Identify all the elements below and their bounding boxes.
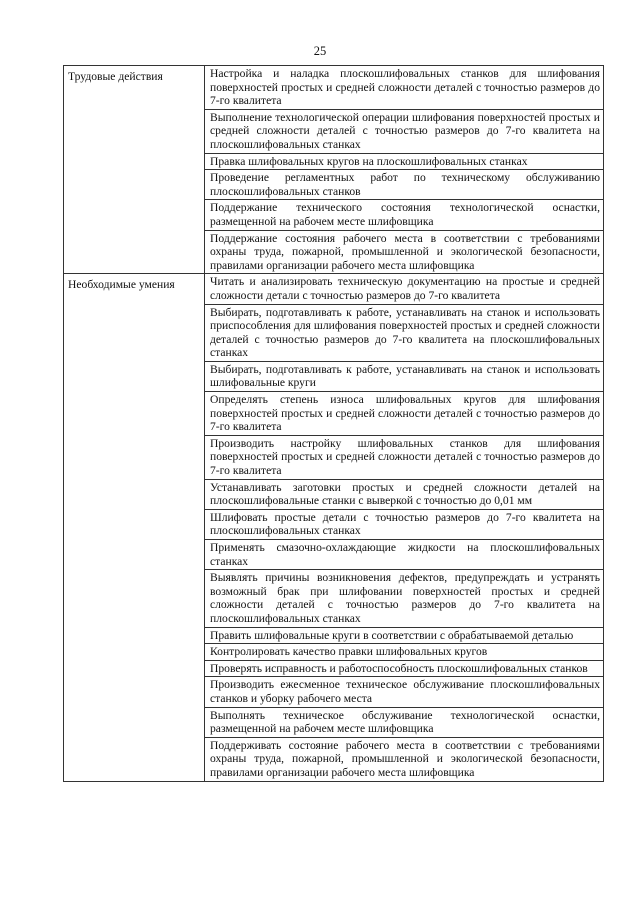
list-item: Устанавливать заготовки простых и средней сложности деталей на плоскошлифовальные станки с выверкой с точностью до 0,01 мм <box>205 480 603 510</box>
section-label: Трудовые действия <box>64 66 205 274</box>
section-row-labor-actions <box>64 66 604 274</box>
section-row-required-skills <box>64 274 604 781</box>
list-item: Правка шлифовальных кругов на плоскошлифовальных станках <box>205 154 603 171</box>
competency-table <box>63 65 604 782</box>
list-item: Выбирать, подготавливать к работе, устанавливать на станок и использовать приспособления для шлифования поверхностей простых и средней сложности деталей с точностью размеров до 7-го квалитета на плоскошлифовальных станках <box>205 305 603 362</box>
section-items-required-skills <box>205 274 604 781</box>
list-item: Производить ежесменное техническое обслуживание плоскошлифовальных станков и уборку рабочего места <box>205 677 603 707</box>
list-item: Контролировать качество правки шлифовальных кругов <box>205 644 603 661</box>
section-items-labor-actions <box>205 66 604 274</box>
list-item: Применять смазочно-охлаждающие жидкости на плоскошлифовальных станках <box>205 540 603 570</box>
list-item: Поддерживать состояние рабочего места в соответствии с требованиями охраны труда, пожарной, промышленной и экологической безопасности, правилами организации рабочего места шлифовщика <box>210 738 600 779</box>
list-item: Шлифовать простые детали с точностью размеров до 7-го квалитета на плоскошлифовальных станках <box>205 510 603 540</box>
list-item: Выявлять причины возникновения дефектов, предупреждать и устранять возможный брак при шлифовании поверхностей простых и средней сложности деталей с точностью размеров до 7-го квалитета на плоскошлифовальных станках <box>205 570 603 627</box>
list-item: Определять степень износа шлифовальных кругов для шлифования поверхностей простых и средней сложности деталей с точностью размеров до 7-го квалитета <box>205 392 603 436</box>
list-item: Проверять исправность и работоспособность плоскошлифовальных станков <box>205 661 603 678</box>
page-number: 25 <box>313 44 327 58</box>
list-item: Править шлифовальные круги в соответствии с обрабатываемой деталью <box>205 628 603 645</box>
list-item: Настройка и наладка плоскошлифовальных станков для шлифования поверхностей простых и средней сложности деталей с точностью размеров до 7-го квалитета <box>205 66 603 110</box>
list-item: Производить настройку шлифовальных станков для шлифования поверхностей простых и средней сложности деталей с точностью размеров до 7-го квалитета <box>205 436 603 480</box>
list-item: Проведение регламентных работ по техническому обслуживанию плоскошлифовальных станков <box>205 170 603 200</box>
list-item: Читать и анализировать техническую документацию на простые и средней сложности детали с точностью размеров до 7-го квалитета <box>205 274 603 304</box>
list-item: Поддержание состояния рабочего места в соответствии с требованиями охраны труда, пожарной, промышленной и экологической безопасности, правилами организации рабочего места шлифовщика <box>210 231 600 272</box>
list-item: Выбирать, подготавливать к работе, устанавливать на станок и использовать шлифовальные круги <box>205 362 603 392</box>
list-item: Поддержание технического состояния технологической оснастки, размещенной на рабочем месте шлифовщика <box>205 200 603 230</box>
list-item: Выполнение технологической операции шлифования поверхностей простых и средней сложности деталей с точностью размеров до 7-го квалитета на плоскошлифовальных станках <box>205 110 603 154</box>
list-item: Выполнять техническое обслуживание технологической оснастки, размещенной на рабочем месте шлифовщика <box>205 708 603 738</box>
section-label: Необходимые умения <box>64 274 205 781</box>
